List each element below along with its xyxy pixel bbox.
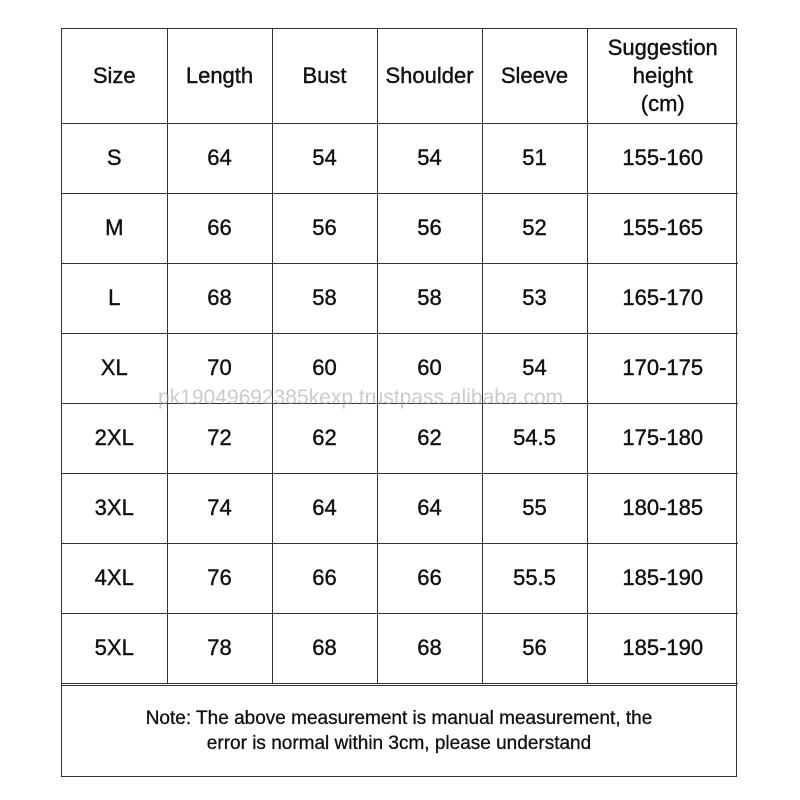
table-row	[62, 193, 738, 263]
cell-bust: 58	[272, 263, 377, 333]
header-length: Length	[167, 29, 272, 123]
cell-shoulder: 54	[377, 123, 482, 193]
watermark: pk19049692385kexp.trustpass.alibaba.com	[158, 386, 564, 409]
header-height-line2: height	[632, 62, 693, 88]
cell-bust: 62	[272, 403, 377, 473]
cell-size: 5XL	[62, 613, 167, 683]
cell-bust: 68	[272, 613, 377, 683]
cell-size: 3XL	[62, 473, 167, 543]
measurement-note	[62, 685, 736, 776]
cell-sleeve: 56	[482, 613, 587, 683]
size-chart	[61, 28, 737, 777]
cell-sleeve: 51	[482, 123, 587, 193]
cell-shoulder: 62	[377, 403, 482, 473]
cell-size: M	[62, 193, 167, 263]
cell-bust: 60	[272, 333, 377, 403]
cell-height: 165-170	[587, 263, 738, 333]
cell-size: XL	[62, 333, 167, 403]
table-row	[62, 403, 738, 473]
header-sleeve: Sleeve	[482, 29, 587, 123]
table-row	[62, 543, 738, 613]
cell-sleeve: 55	[482, 473, 587, 543]
header-bust: Bust	[272, 29, 377, 123]
cell-length: 78	[167, 613, 272, 683]
header-height-line1: Suggestion	[607, 34, 718, 60]
cell-length: 76	[167, 543, 272, 613]
cell-sleeve: 54	[482, 333, 587, 403]
table-row	[62, 263, 738, 333]
header-size: Size	[62, 29, 167, 123]
cell-size: 2XL	[62, 403, 167, 473]
cell-sleeve: 53	[482, 263, 587, 333]
size-table	[62, 29, 738, 684]
cell-shoulder: 56	[377, 193, 482, 263]
cell-length: 74	[167, 473, 272, 543]
header-shoulder: Shoulder	[377, 29, 482, 123]
cell-shoulder: 68	[377, 613, 482, 683]
table-row	[62, 473, 738, 543]
table-row	[62, 123, 738, 193]
header-row	[62, 29, 738, 123]
cell-bust: 56	[272, 193, 377, 263]
cell-sleeve: 55.5	[482, 543, 587, 613]
cell-bust: 64	[272, 473, 377, 543]
header-height-line3: (cm)	[640, 90, 685, 116]
cell-shoulder: 64	[377, 473, 482, 543]
cell-sleeve: 52	[482, 193, 587, 263]
cell-shoulder: 66	[377, 543, 482, 613]
cell-size: 4XL	[62, 543, 167, 613]
cell-height: 185-190	[587, 613, 738, 683]
cell-shoulder: 60	[377, 333, 482, 403]
cell-height: 175-180	[587, 403, 738, 473]
cell-height: 155-160	[587, 123, 738, 193]
table-body	[62, 123, 738, 683]
note-line2: error is normal within 3cm, please understand	[206, 733, 592, 754]
cell-height: 185-190	[587, 543, 738, 613]
cell-bust: 54	[272, 123, 377, 193]
cell-length: 68	[167, 263, 272, 333]
cell-height: 170-175	[587, 333, 738, 403]
cell-length: 66	[167, 193, 272, 263]
cell-height: 155-165	[587, 193, 738, 263]
cell-shoulder: 58	[377, 263, 482, 333]
table-row	[62, 613, 738, 683]
header-suggestion-height	[587, 29, 738, 123]
cell-length: 72	[167, 403, 272, 473]
table-row	[62, 333, 738, 403]
note-line1: Note: The above measurement is manual measurement, the	[145, 708, 653, 729]
cell-sleeve: 54.5	[482, 403, 587, 473]
cell-length: 70	[167, 333, 272, 403]
cell-size: S	[62, 123, 167, 193]
cell-bust: 66	[272, 543, 377, 613]
cell-length: 64	[167, 123, 272, 193]
cell-size: L	[62, 263, 167, 333]
cell-height: 180-185	[587, 473, 738, 543]
